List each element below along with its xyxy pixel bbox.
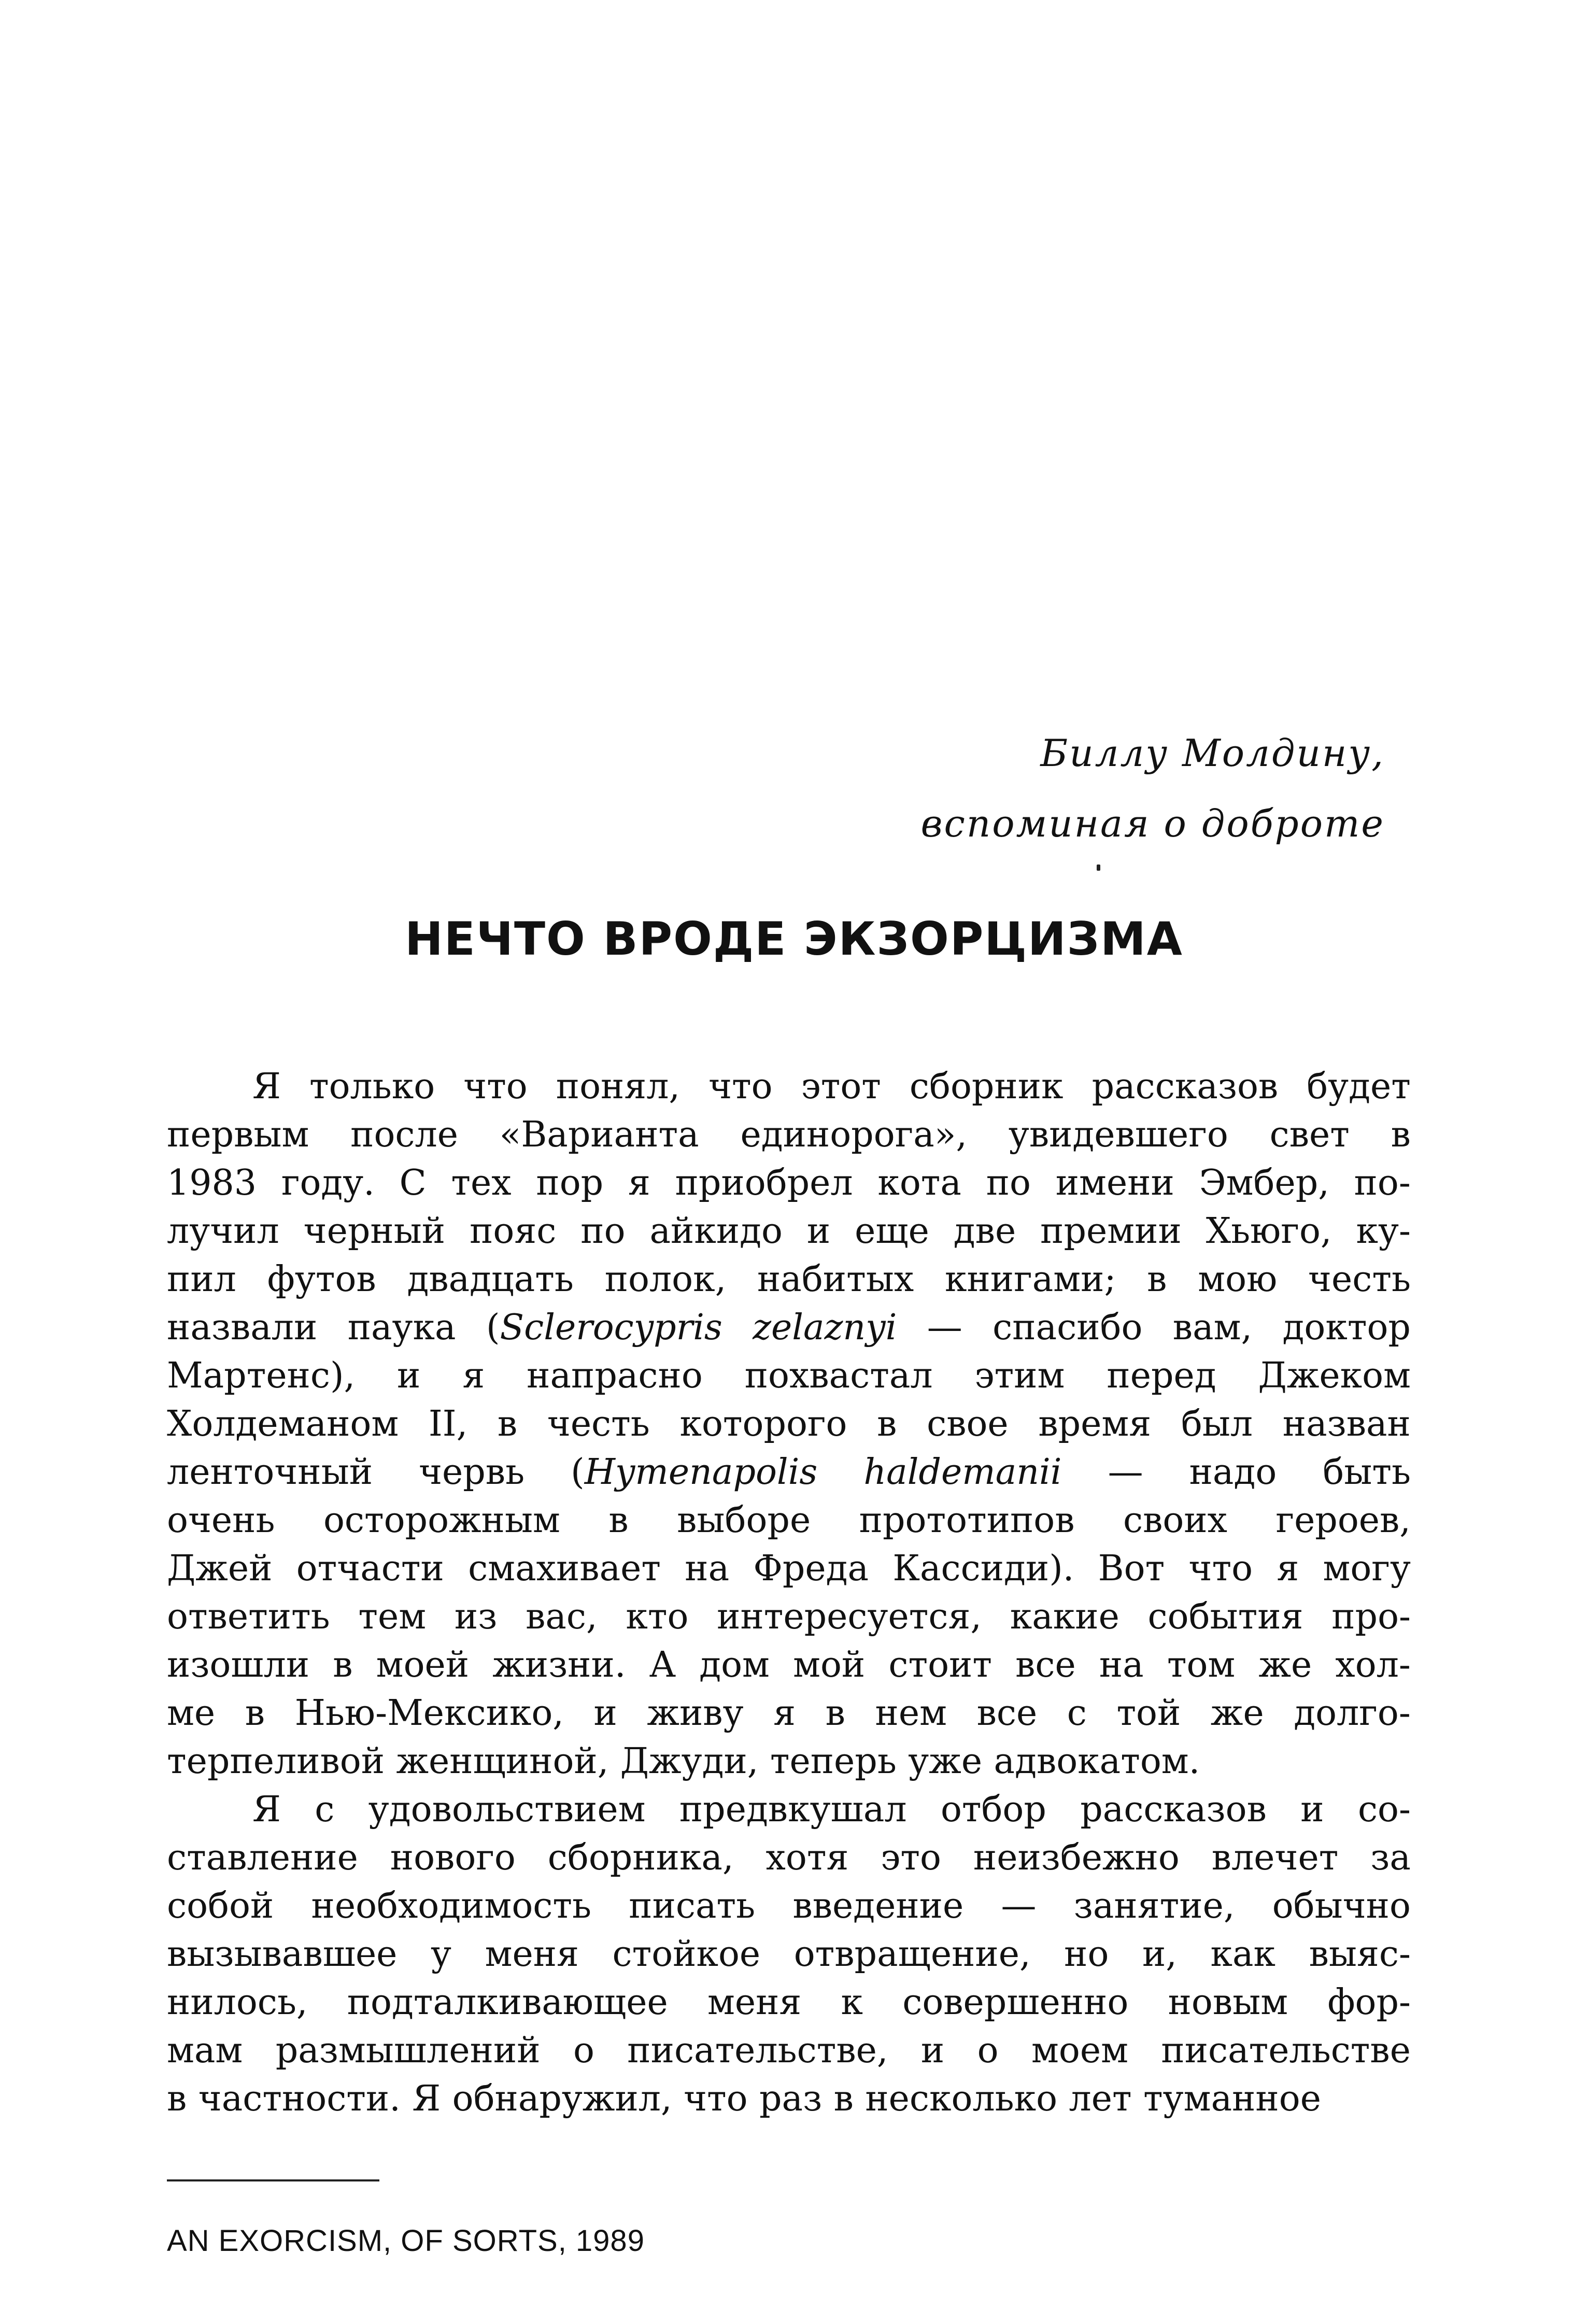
paragraph1-line: ленточный червь (Hymenapolis haldemanii — надо быть <box>167 1452 1411 1493</box>
footnote: AN EXORCISM, OF SORTS, 1989 <box>167 2224 645 2258</box>
paragraph2-line: вызывавшее у меня стойкое отвращение, но и, как выяс- <box>167 1934 1411 1975</box>
paragraph1-line: лучил черный пояс по айкидо и еще две премии Хьюго, ку- <box>167 1211 1411 1252</box>
paragraph1-line: первым после «Варианта единорога», увидевшего свет в <box>167 1114 1411 1155</box>
paragraph2-line: ставление нового сборника, хотя это неизбежно влечет за <box>167 1837 1411 1878</box>
paragraph2-line: нилось, подталкивающее меня к совершенно новым фор- <box>167 1982 1411 2023</box>
paragraph2-line: мам размышлений о писательстве, и о моем писательстве <box>167 2030 1411 2071</box>
paragraph1-line: 1983 году. С тех пор я приобрел кота по имени Эмбер, по- <box>167 1163 1411 1203</box>
paragraph1-line: пил футов двадцать полок, набитых книгами; в мою честь <box>167 1259 1411 1300</box>
dedication-line-2: вспоминая о доброте <box>920 802 1385 845</box>
paragraph2-line: Я с удовольствием предвкушал отбор рассказов и со- <box>252 1789 1411 1830</box>
paragraph2-line: собой необходимость писать введение — занятие, обычно <box>167 1886 1411 1926</box>
paragraph2-line: в частности. Я обнаружил, что раз в несколько лет туманное <box>167 2078 1321 2119</box>
chapter-title: НЕЧТО ВРОДЕ ЭКЗОРЦИЗМА <box>405 912 1183 966</box>
paragraph1-line: изошли в моей жизни. А дом мой стоит все на том же хол- <box>167 1645 1411 1685</box>
paragraph1-line: очень осторожным в выборе прототипов своих героев, <box>167 1500 1411 1541</box>
stray-mark <box>1097 865 1100 871</box>
paragraph1-line: Холдеманом II, в честь которого в свое время был назван <box>167 1404 1411 1444</box>
paragraph1-line: ме в Нью-Мексико, и живу я в нем все с той же долго- <box>167 1693 1411 1734</box>
paragraph1-line: Джей отчасти смахивает на Фреда Кассиди). Вот что я могу <box>167 1548 1411 1589</box>
paragraph1-line: Я только что понял, что этот сборник рассказов будет <box>252 1066 1411 1107</box>
dedication-line-1: Биллу Молдину, <box>1040 731 1385 775</box>
body-text <box>167 1062 1411 2123</box>
paragraph1-line: Мартенс), и я напрасно похвастал этим перед Джеком <box>167 1355 1411 1396</box>
dedication <box>921 718 1385 859</box>
footnote-rule <box>167 2179 379 2181</box>
paragraph1-line: назвали паука (Sclerocypris zelaznyi — спасибо вам, доктор <box>167 1307 1411 1348</box>
paragraph1-line: ответить тем из вас, кто интересуется, какие события про- <box>167 1596 1411 1637</box>
paragraph1-line: терпеливой женщиной, Джуди, теперь уже адвокатом. <box>167 1741 1200 1782</box>
